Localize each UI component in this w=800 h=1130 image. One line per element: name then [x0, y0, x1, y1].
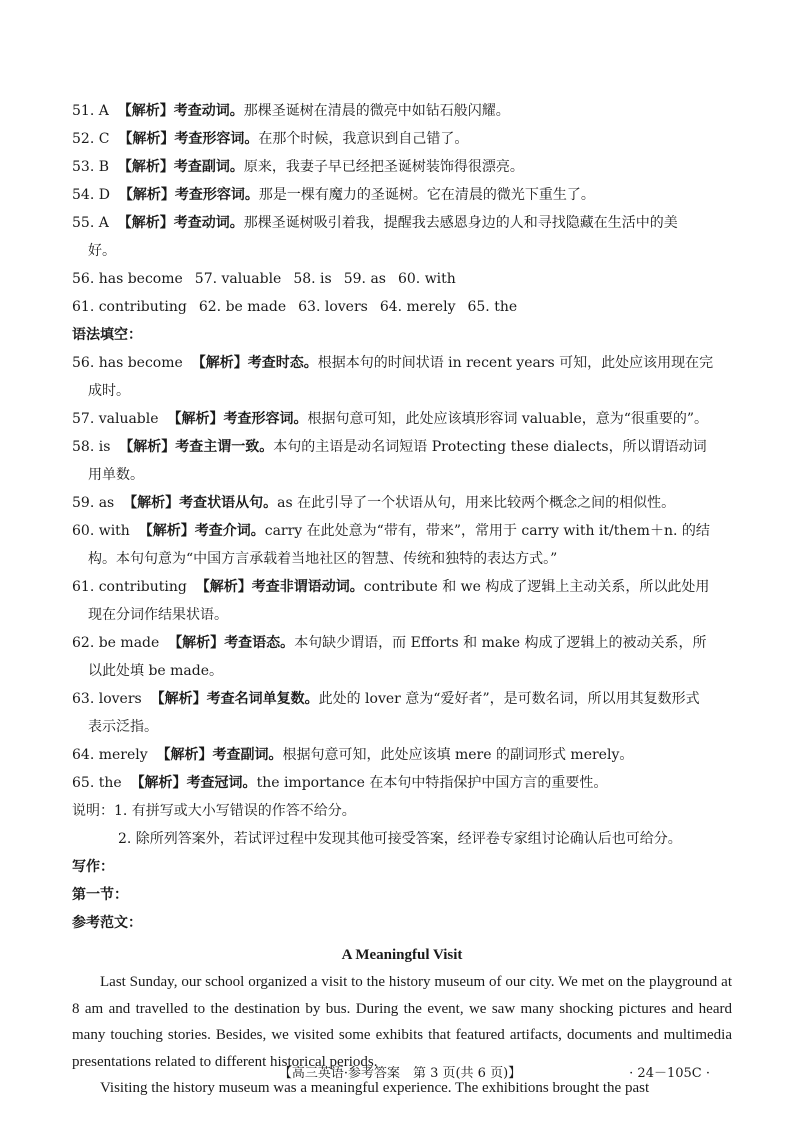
analysis-keyword: 考查状语从句。 [179, 495, 278, 511]
analysis-keyword: 考查动词。 [173, 215, 244, 231]
answer-continuation: 现在分词作结果状语。 [88, 607, 228, 623]
summary-line-1 [72, 265, 732, 293]
answer-number: 55. A [72, 215, 109, 231]
answer-number: 56. has become [72, 355, 183, 371]
answer-number: 53. B [72, 159, 110, 175]
answer-continuation: 成时。 [88, 383, 130, 399]
analysis-tag: 【解析】 [168, 635, 225, 651]
answer-continuation: 用单数。 [88, 467, 144, 483]
answer-item [72, 433, 732, 461]
analysis-keyword: 考查名词单复数。 [206, 691, 319, 707]
answer-continuation: 好。 [88, 243, 116, 259]
analysis-tag: 【解析】 [130, 775, 187, 791]
essay-title: A Meaningful Visit [341, 947, 463, 963]
answer-item [72, 489, 732, 517]
analysis-keyword: 考查冠词。 [186, 775, 257, 791]
answer-number: 60. with [72, 523, 130, 539]
analysis-keyword: 考查副词。 [173, 159, 244, 175]
answer-item [72, 209, 732, 237]
answers-block-1 [72, 97, 732, 265]
analysis-keyword: 考查时态。 [247, 355, 318, 371]
answer-item [72, 769, 732, 797]
answer-number: 58. is [72, 439, 111, 455]
analysis-text: 那棵圣诞树吸引着我，提醒我去感恩身边的人和寻找隐藏在生活中的美 [243, 215, 678, 231]
answers-block-2 [72, 349, 732, 797]
analysis-text: 根据句意可知，此处应该填形容词 valuable，意为“很重要的”。 [307, 411, 709, 427]
analysis-text: 那是一棵有魔力的圣诞树。它在清晨的微光下重生了。 [258, 187, 595, 203]
page-footer [0, 1062, 800, 1084]
essay-paragraph-2: Visiting the history museum was a meaningful experience. The exhibitions brought the past [100, 1080, 650, 1096]
analysis-text: 在那个时候，我意识到自己错了。 [258, 131, 469, 147]
answer-continuation: 构。本句句意为“中国方言承载着当地社区的智慧、传统和独特的表达方式。” [88, 551, 558, 567]
analysis-text: contribute 和 we 构成了逻辑上主动关系，所以此处用 [363, 579, 710, 595]
section1-heading: 第一节： [72, 887, 128, 903]
summary-answer: 56. has become [72, 271, 183, 287]
analysis-keyword: 考查形容词。 [174, 187, 259, 203]
answer-number: 59. as [72, 495, 115, 511]
analysis-keyword: 考查副词。 [212, 747, 283, 763]
note-2: 2. 除所列答案外，若试评过程中发现其他可接受答案，经评卷专家组讨论确认后也可给分。 [118, 831, 682, 847]
analysis-tag: 【解析】 [191, 355, 248, 371]
analysis-keyword: 考查动词。 [173, 103, 244, 119]
analysis-text: 根据句意可知，此处应该填 mere 的副词形式 merely。 [282, 747, 634, 763]
answer-number: 61. contributing [72, 579, 187, 595]
footer-page-info: 【高三英语·参考答案 第 3 页(共 6 页)】 [278, 1066, 522, 1081]
analysis-text: the importance 在本句中特指保护中国方言的重要性。 [256, 775, 608, 791]
analysis-keyword: 考查形容词。 [174, 131, 259, 147]
page-content [72, 97, 732, 1102]
analysis-tag: 【解析】 [117, 103, 174, 119]
answer-continuation: 表示泛指。 [88, 719, 158, 735]
summary-answer: 57. valuable [194, 271, 282, 287]
summary-answer: 64. merely [379, 299, 456, 315]
analysis-keyword: 考查形容词。 [223, 411, 308, 427]
analysis-tag: 【解析】 [117, 159, 174, 175]
note-1: 说明：1. 有拼写或大小写错误的作答不给分。 [72, 803, 356, 819]
answer-item [72, 125, 732, 153]
answer-item [72, 181, 732, 209]
analysis-tag: 【解析】 [123, 495, 180, 511]
answer-item [72, 685, 732, 713]
answer-number: 54. D [72, 187, 110, 203]
answer-item [72, 97, 732, 125]
analysis-keyword: 考查主谓一致。 [175, 439, 274, 455]
writing-heading: 写作： [72, 859, 114, 875]
answer-item [72, 741, 732, 769]
answer-number: 51. A [72, 103, 109, 119]
answer-item [72, 153, 732, 181]
essay-paragraph-1: Last Sunday, our school organized a visit to the history museum of our city. We met on the playground at 8 am and travelled to the destination by bus. During the event, we saw many shocking pictures and heard many touching stories. Besides, we visited some exhibits that featured artifacts, documents and multimedia presentations related to different historical periods. [72, 974, 732, 1070]
analysis-text: 那棵圣诞树在清晨的微亮中如钻石般闪耀。 [243, 103, 510, 119]
analysis-tag: 【解析】 [195, 579, 252, 595]
summary-answer: 62. be made [198, 299, 287, 315]
analysis-keyword: 考查语态。 [224, 635, 295, 651]
summary-answer: 61. contributing [72, 299, 187, 315]
analysis-tag: 【解析】 [156, 747, 213, 763]
answer-item [72, 405, 732, 433]
analysis-text: 本句的主语是动名词短语 Protecting these dialects，所以谓语动词 [273, 439, 707, 455]
analysis-tag: 【解析】 [138, 523, 195, 539]
answer-item [72, 573, 732, 601]
footer-code: · 24－105C · [629, 1066, 710, 1081]
analysis-tag: 【解析】 [119, 439, 176, 455]
analysis-text: as 在此引导了一个状语从句，用来比较两个概念之间的相似性。 [277, 495, 676, 511]
analysis-text: 此处的 lover 意为“爱好者”，是可数名词，所以用其复数形式 [318, 691, 700, 707]
answer-number: 65. the [72, 775, 122, 791]
analysis-tag: 【解析】 [150, 691, 207, 707]
analysis-text: 本句缺少谓语，而 Efforts 和 make 构成了逻辑上的被动关系，所 [294, 635, 707, 651]
answer-number: 63. lovers [72, 691, 142, 707]
answer-item [72, 517, 732, 545]
summary-answer: 59. as [343, 271, 386, 287]
answer-number: 52. C [72, 131, 110, 147]
answer-number: 64. merely [72, 747, 148, 763]
analysis-keyword: 考查介词。 [194, 523, 265, 539]
grammar-heading: 语法填空： [72, 327, 142, 343]
analysis-tag: 【解析】 [167, 411, 224, 427]
sample-heading: 参考范文： [72, 915, 142, 931]
analysis-tag: 【解析】 [118, 131, 175, 147]
analysis-text: 原来，我妻子早已经把圣诞树装饰得很漂亮。 [243, 159, 524, 175]
summary-line-2 [72, 293, 732, 321]
analysis-keyword: 考查非谓语动词。 [251, 579, 364, 595]
summary-answer: 58. is [293, 271, 332, 287]
summary-answer: 60. with [397, 271, 456, 287]
analysis-text: 根据本句的时间状语 in recent years 可知，此处应该用现在完 [317, 355, 714, 371]
summary-answer: 63. lovers [298, 299, 368, 315]
answer-item [72, 349, 732, 377]
answer-item [72, 629, 732, 657]
summary-answer: 65. the [467, 299, 518, 315]
analysis-tag: 【解析】 [117, 215, 174, 231]
analysis-text: carry 在此处意为“带有，带来”，常用于 carry with it/them＋n. 的结 [264, 523, 710, 539]
answer-number: 57. valuable [72, 411, 159, 427]
answer-number: 62. be made [72, 635, 160, 651]
answer-continuation: 以此处填 be made。 [88, 663, 224, 679]
analysis-tag: 【解析】 [118, 187, 175, 203]
